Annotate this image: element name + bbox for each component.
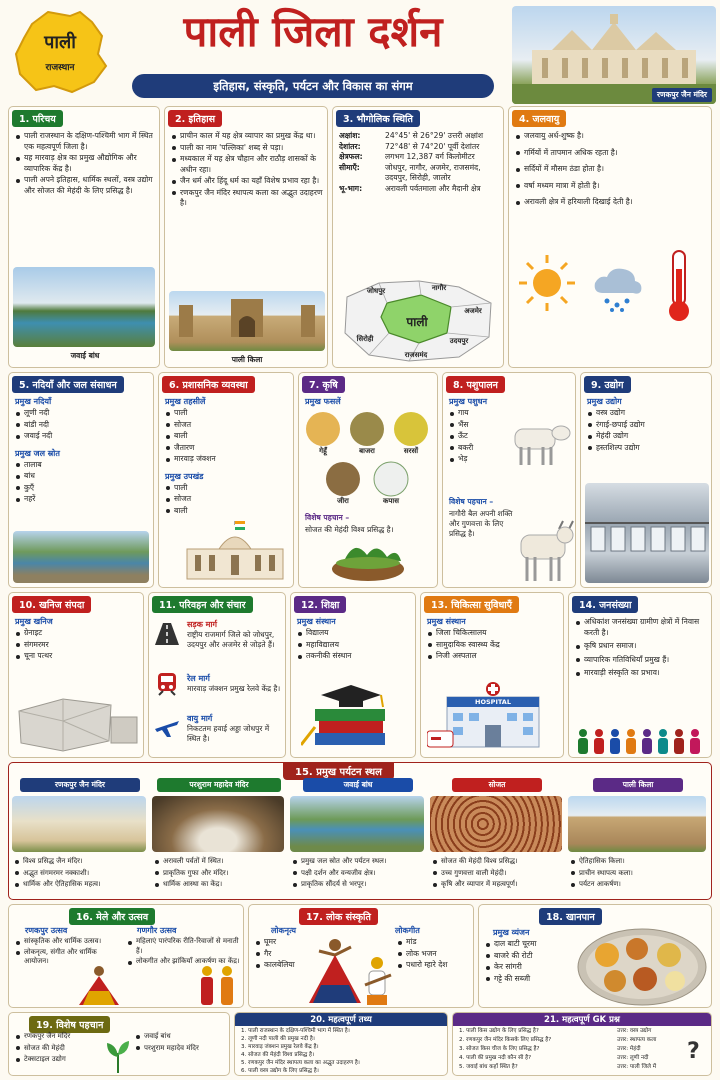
rail-heading: रेल मार्ग xyxy=(187,674,210,683)
list-item: धार्मिक और ऐतिहासिक महत्व। xyxy=(14,879,152,890)
list-item: भेड़ xyxy=(449,454,571,465)
subheading: प्रमुख उद्योग xyxy=(587,397,622,406)
gk-answer: उत्तर: मेहंदी xyxy=(617,1046,641,1052)
subheading: रणकपुर उत्सव xyxy=(25,926,68,935)
list-item: जवाई नदी xyxy=(15,431,149,442)
page-title: पाली जिला दर्शन xyxy=(183,7,443,56)
map-label: उदयपुर xyxy=(449,337,469,345)
list-item: सर्दियों में मौसम ठंडा होता है। xyxy=(515,164,707,175)
place-name: सोजत xyxy=(452,778,542,792)
list-item: तकनीकी संस्थान xyxy=(297,651,411,662)
list-item: गैर xyxy=(255,949,335,960)
road-text: राष्ट्रीय राजमार्ग जिले को जोधपुर, उदयपुर और अजमेर से जोड़ते हैं। xyxy=(187,630,275,649)
list-item: संगमरमर xyxy=(15,640,139,651)
section-education xyxy=(290,592,416,758)
section-title: 3. भौगोलिक स्थिति xyxy=(336,110,420,127)
section-title: 12. शिक्षा xyxy=(294,596,346,613)
map-label: नागौर xyxy=(431,284,447,292)
map-label: राजसमंद xyxy=(404,351,428,359)
government-building-icon xyxy=(183,521,287,583)
geo-row: देशांतर: 72°48' से 74°20' पूर्वी देशांतर xyxy=(339,141,480,151)
musician-icon xyxy=(361,955,395,1007)
pali-fort-photo xyxy=(169,291,325,351)
list-item: केर सांगरी xyxy=(485,962,585,973)
list-item: टेक्सटाइल उद्योग xyxy=(15,1054,111,1065)
page-subtitle: इतिहास, संस्कृति, पर्यटन और विकास का संगम xyxy=(132,74,494,98)
hospital-sign: HOSPITAL xyxy=(475,698,511,706)
list-item: प्राकृतिक सौंदर्य से भरपूर। xyxy=(292,879,432,890)
plant-icon xyxy=(105,1039,131,1073)
section-population xyxy=(568,592,712,758)
list-item: बाली xyxy=(165,506,289,517)
tourism-card xyxy=(290,778,426,898)
section-title: 17. लोक संस्कृति xyxy=(299,908,378,925)
map-label: जोधपुर xyxy=(366,287,386,295)
section-geography xyxy=(332,106,504,368)
badge-subtitle: राजस्थान xyxy=(45,63,75,73)
list-item: अरावली पर्वतों में स्थित। xyxy=(154,856,290,867)
gk-question: 4. पाली की प्रमुख नदी कौन सी है? xyxy=(459,1055,532,1061)
gk-answer: उत्तर: स्थापत्य कला xyxy=(617,1037,657,1043)
crop-label: कपास xyxy=(383,497,399,505)
crop-label: गेहूँ xyxy=(319,447,327,455)
list-item: सांस्कृतिक और धार्मिक उत्सव। xyxy=(15,937,119,947)
list-item: विश्व प्रसिद्ध जैन मंदिर। xyxy=(14,856,152,867)
list-item: वर्षा मध्यम मात्रा में होती है। xyxy=(515,181,707,192)
section-title: 7. कृषि xyxy=(302,376,345,393)
list-item: अरावली क्षेत्र में हरियाली दिखाई देती है। xyxy=(515,197,707,208)
section-folk-culture xyxy=(248,904,474,1008)
list-item: घूमर xyxy=(255,937,335,948)
list-item: सामुदायिक स्वास्थ्य केंद्र xyxy=(427,640,559,651)
gk-question: 2. रणकपुर जैन मंदिर किसके लिए प्रसिद्ध है? xyxy=(459,1037,552,1043)
river-photo xyxy=(13,531,149,583)
list-item: प्राचीन काल में यह क्षेत्र व्यापार का प्रमुख केंद्र था। xyxy=(171,131,323,142)
subheading: प्रमुख जल स्रोत xyxy=(15,448,60,458)
map-label: सिरोही xyxy=(356,335,374,343)
list-item: गर्मियों में तापमान अधिक रहता है। xyxy=(515,148,707,159)
geo-row: भू-भाग: अरावली पर्वतमाला और मैदानी क्षेत्र xyxy=(339,183,481,193)
section-minerals xyxy=(8,592,144,758)
list-item: अधिकांश जनसंख्या ग्रामीण क्षेत्रों में निवास करती है। xyxy=(575,617,707,638)
crop-label: बाजरा xyxy=(359,447,375,455)
special-label: विशेष पहचान – xyxy=(305,513,350,522)
section-administration xyxy=(158,372,294,588)
books-graduation-cap-icon xyxy=(301,677,407,753)
list-item: गट्टे की सब्जी xyxy=(485,974,585,985)
fact-item: 6. पाली वस्त्र उद्योग के लिए प्रसिद्ध है। xyxy=(241,1068,319,1074)
thali-icon xyxy=(575,925,709,1007)
list-item: सोजत xyxy=(165,420,289,431)
geo-row: क्षेत्रफल: लगभग 12,387 वर्ग किलोमीटर xyxy=(339,152,475,161)
section-fairs xyxy=(8,904,244,1008)
ranakpur-photo xyxy=(12,796,146,852)
place-name: परशुराम महादेव मंदिर xyxy=(157,778,281,792)
special-text: नागौरी बैल अपनी शक्ति और गुणवत्ता के लिए प्रसिद्ध है। xyxy=(449,509,513,538)
list-item: कृषि प्रधान समाज। xyxy=(575,641,707,652)
list-item: मध्यकाल में यह क्षेत्र चौहान और राठौड़ शासकों के अधीन रहा। xyxy=(171,154,323,175)
subheading: प्रमुख फसलें xyxy=(305,397,341,406)
list-item: मारवाड़ जंक्शन xyxy=(165,454,289,465)
subheading: प्रमुख संस्थान xyxy=(297,617,336,626)
section-title: 2. इतिहास xyxy=(168,110,222,127)
list-item: लूणी नदी xyxy=(15,408,149,419)
fact-item: 4. सोजत की मेहंदी विश्व प्रसिद्ध है। xyxy=(241,1052,315,1058)
list-item: परशुराम महादेव मंदिर xyxy=(135,1043,230,1054)
map-label-pali: पाली xyxy=(406,315,428,329)
train-icon xyxy=(153,671,181,697)
gk-answer: उत्तर: लूणी नदी xyxy=(617,1055,649,1061)
subheading: प्रमुख उपखंड xyxy=(165,471,204,481)
list-item: जैतारण xyxy=(165,443,289,454)
subheading: लोकनृत्य xyxy=(271,926,297,935)
gk-question: 5. जवाई बांध कहाँ स्थित है? xyxy=(459,1064,518,1070)
geo-row: सीमाएँ: जोधपुर, नागौर, अजमेर, राजसमंद, उदयपुर, सिरोही, जालोर xyxy=(339,162,481,182)
air-heading: वायु मार्ग xyxy=(187,714,213,723)
list-item: गाय xyxy=(449,408,571,419)
list-item: नहरें xyxy=(15,494,149,505)
list-item: ग्रेनाइट xyxy=(15,628,139,639)
list-item: लोकनृत्य, संगीत और धार्मिक आयोजन। xyxy=(15,948,119,967)
section-title: 11. परिवहन और संचार xyxy=(152,596,253,613)
rail-text: मारवाड़ जंक्शन प्रमुख रेलवे केंद्र है। xyxy=(187,684,281,693)
section-gk-questions xyxy=(452,1012,712,1076)
section-title: 1. परिचय xyxy=(12,110,63,127)
list-item: प्रमुख जल स्रोत और पर्यटन स्थल। xyxy=(292,856,432,867)
list-item: बांध xyxy=(15,471,149,482)
geo-row: अक्षांश: 24°45' से 26°29' उत्तरी अक्षांश xyxy=(339,131,484,140)
henna-hands-photo xyxy=(430,796,562,852)
subheading: प्रमुख नदियाँ xyxy=(15,397,52,406)
list-item: हस्तशिल्प उद्योग xyxy=(587,443,707,454)
section-title: 6. प्रशासनिक व्यवस्था xyxy=(162,376,255,393)
list-item: जिला चिकित्सालय xyxy=(427,628,559,639)
list-item: लोकगीत और झांकियाँ आकर्षण का केंद्र। xyxy=(127,957,244,967)
crop-label: जीरा xyxy=(337,497,349,505)
list-item: महाविद्यालय xyxy=(297,640,411,651)
header xyxy=(0,0,720,104)
list-item: पाली राजस्थान के दक्षिण-पश्चिमी भाग में स्थित एक महत्वपूर्ण जिला है। xyxy=(15,131,155,152)
section-identity xyxy=(8,1012,230,1076)
photo-caption: जवाई बांध xyxy=(70,351,100,360)
place-name: पाली किला xyxy=(593,778,683,792)
list-item: सोजत की मेहंदी विश्व प्रसिद्ध। xyxy=(432,856,570,867)
section-title: 13. चिकित्सा सुविधाएँ xyxy=(424,596,519,613)
section-health xyxy=(420,592,564,758)
road-heading: सड़क मार्ग xyxy=(187,620,217,629)
special-label: विशेष पहचान – xyxy=(449,497,494,506)
list-item: चूना पत्थर xyxy=(15,651,139,662)
gk-question: 1. पाली किस उद्योग के लिए प्रसिद्ध है? xyxy=(459,1028,539,1034)
list-item: जलवायु अर्ध-शुष्क है। xyxy=(515,131,707,142)
list-item: पधारो म्हारे देश xyxy=(397,960,474,971)
list-item: मेहंदी उद्योग xyxy=(587,431,707,442)
section-title: 8. पशुपालन xyxy=(446,376,505,393)
list-item: सोजत की मेहंदी xyxy=(15,1043,111,1054)
dancer-icon xyxy=(71,963,127,1007)
section-title: 5. नदियाँ और जल संसाधन xyxy=(12,376,124,393)
section-history xyxy=(164,106,328,368)
list-item: ऊँट xyxy=(449,431,571,442)
people-icon xyxy=(575,727,707,755)
fact-item: 3. मारवाड़ जंक्शन प्रमुख रेलवे केंद्र है। xyxy=(241,1044,319,1050)
ranakpur-temple-photo xyxy=(512,6,716,104)
list-item: यह मारवाड़ क्षेत्र का प्रमुख औद्योगिक और व्यापारिक केंद्र है। xyxy=(15,153,155,174)
rain-cloud-icon xyxy=(591,263,645,313)
parshuram-photo xyxy=(152,796,284,852)
list-item: लोक भजन xyxy=(397,949,474,960)
airplane-icon xyxy=(153,715,181,739)
special-text: सोजत की मेहंदी विश्व प्रसिद्ध है। xyxy=(305,525,394,534)
list-item: व्यापारिक गतिविधियाँ प्रमुख हैं। xyxy=(575,655,707,666)
subheading: लोकगीत xyxy=(395,926,420,935)
list-item: जैन धर्म और हिंदू धर्म का यहाँ विशेष प्रभाव रहा है। xyxy=(171,176,323,187)
list-item: कुएँ xyxy=(15,483,149,494)
thermometer-icon xyxy=(661,247,697,325)
map-label: अजमेर xyxy=(464,307,482,315)
list-item: उच्च गुणवत्ता वाली मेहंदी। xyxy=(432,868,570,879)
list-item: जवाई बांध xyxy=(135,1031,230,1042)
photo-caption: रणकपुर जैन मंदिर xyxy=(652,88,712,102)
section-facts xyxy=(234,1012,448,1076)
list-item: धार्मिक आस्था का केंद्र। xyxy=(154,879,290,890)
subheading: प्रमुख तहसीलें xyxy=(165,397,206,406)
list-item: अद्भुत संगमरमर नक्काशी। xyxy=(14,868,152,879)
section-title: 10. खनिज संपदा xyxy=(12,596,91,613)
list-item: प्राकृतिक गुफा और मंदिर। xyxy=(154,868,290,879)
section-title: 14. जनसंख्या xyxy=(572,596,638,613)
section-title: 15. प्रमुख पर्यटन स्थल xyxy=(283,762,394,780)
subheading: प्रमुख संस्थान xyxy=(427,617,466,626)
fact-item: 2. लूणी नदी पाली की प्रमुख नदी है। xyxy=(241,1036,315,1042)
section-transport xyxy=(148,592,286,758)
list-item: बाजरे की रोटी xyxy=(485,951,585,962)
list-item: पाली xyxy=(165,483,289,494)
subheading: प्रमुख व्यंजन xyxy=(493,928,530,937)
list-item: पर्यटन आकर्षण। xyxy=(570,879,710,890)
list-item: दाल बाटी चूरमा xyxy=(485,939,585,950)
list-item: बांडी नदी xyxy=(15,420,149,431)
badge-title: पाली xyxy=(44,32,76,53)
section-title: 9. उद्योग xyxy=(584,376,631,393)
folk-dancer-icon xyxy=(305,935,365,1007)
list-item: महिलाएं पारंपरिक रीति-रिवाजों से मनाती हैं। xyxy=(127,937,244,956)
list-item: प्राचीन स्थापत्य कला। xyxy=(570,868,710,879)
section-title: 18. खानपान xyxy=(539,908,602,925)
list-item: रणकपुर जैन मंदिर स्थापत्य कला का अद्भुत उदाहरण है। xyxy=(171,188,323,209)
gk-question: 3. सोजत किस चीज के लिए प्रसिद्ध है? xyxy=(459,1046,540,1052)
list-item: भैंस xyxy=(449,420,571,431)
list-item: ऐतिहासिक किला। xyxy=(570,856,710,867)
list-item: निजी अस्पताल xyxy=(427,651,559,662)
list-item: कालबेलिया xyxy=(255,960,335,971)
section-title: 20. महत्वपूर्ण तथ्य xyxy=(235,1013,447,1026)
section-climate xyxy=(508,106,712,368)
list-item: पक्षी दर्शन और वन्यजीव क्षेत्र। xyxy=(292,868,432,879)
list-item: मारवाड़ी संस्कृति का प्रभाव। xyxy=(575,668,707,679)
section-title: 16. मेले और उत्सव xyxy=(69,908,155,925)
list-item: तालाब xyxy=(15,460,149,471)
fact-item: 5. रणकपुर जैन मंदिर स्थापत्य कला का अद्भुत उदाहरण है। xyxy=(241,1060,360,1066)
road-icon xyxy=(153,623,181,645)
section-industry xyxy=(580,372,712,588)
list-item: रणकपुर जैन मंदिर xyxy=(15,1031,111,1042)
list-item: वस्त्र उद्योग xyxy=(587,408,707,419)
section-agriculture xyxy=(298,372,438,588)
question-mark-icon: ? xyxy=(687,1039,700,1064)
section-rivers xyxy=(8,372,154,588)
list-item: बाली xyxy=(165,431,289,442)
list-item: सोजत xyxy=(165,494,289,505)
list-item: विद्यालय xyxy=(297,628,411,639)
subheading: प्रमुख पशुधन xyxy=(449,397,488,406)
cow-icon xyxy=(503,419,573,467)
section-title: 21. महत्वपूर्ण GK प्रश्न xyxy=(453,1013,711,1026)
list-item: पाली xyxy=(165,408,289,419)
sun-icon xyxy=(517,253,577,313)
section-livestock xyxy=(442,372,576,588)
factory-photo xyxy=(585,483,709,583)
list-item: रंगाई-छपाई उद्योग xyxy=(587,420,707,431)
jawai-photo xyxy=(290,796,424,852)
hospital-icon xyxy=(427,681,559,753)
fact-item: 1. पाली राजस्थान के दक्षिण-पश्चिमी भाग में स्थित है। xyxy=(241,1028,350,1034)
bull-icon xyxy=(515,515,575,585)
subheading: प्रमुख खनिज xyxy=(15,617,53,626)
section-title: 19. विशेष पहचान xyxy=(29,1016,110,1033)
tourism-card xyxy=(152,778,286,898)
air-text: निकटतम हवाई अड्डा जोधपुर में स्थित है। xyxy=(187,724,270,743)
photo-caption: पाली किला xyxy=(231,355,263,364)
tourism-card xyxy=(430,778,564,898)
place-name: जवाई बांध xyxy=(303,778,413,792)
crop-icons xyxy=(303,411,435,507)
henna-bowl-icon xyxy=(325,539,411,585)
marble-blocks-icon xyxy=(13,681,141,753)
tourism-card xyxy=(12,778,148,898)
list-item: पाली अपने इतिहास, धार्मिक स्थलों, वस्त्र उद्योग और सोजत की मेहंदी के लिए प्रसिद्ध है। xyxy=(15,175,155,196)
gk-answer: उत्तर: वस्त्र उद्योग xyxy=(617,1028,652,1034)
tourism-card xyxy=(568,778,708,898)
gangaur-idols-icon xyxy=(195,963,239,1007)
section-intro xyxy=(8,106,160,368)
gk-answer: उत्तर: पाली जिले में xyxy=(617,1064,657,1070)
section-title: 4. जलवायु xyxy=(512,110,566,127)
subheading: गणगौर उत्सव xyxy=(137,926,177,935)
list-item: मांड xyxy=(397,937,474,948)
jawai-dam-photo xyxy=(13,267,155,347)
pali-fort-small-photo xyxy=(568,796,706,852)
crop-label: सरसों xyxy=(403,447,419,455)
place-name: रणकपुर जैन मंदिर xyxy=(20,778,140,792)
section-cuisine xyxy=(478,904,712,1008)
list-item: कृषि और व्यापार में महत्वपूर्ण। xyxy=(432,879,570,890)
list-item: पाली का नाम 'पल्लिका' शब्द से पड़ा। xyxy=(171,143,323,154)
list-item: बकरी xyxy=(449,443,571,454)
